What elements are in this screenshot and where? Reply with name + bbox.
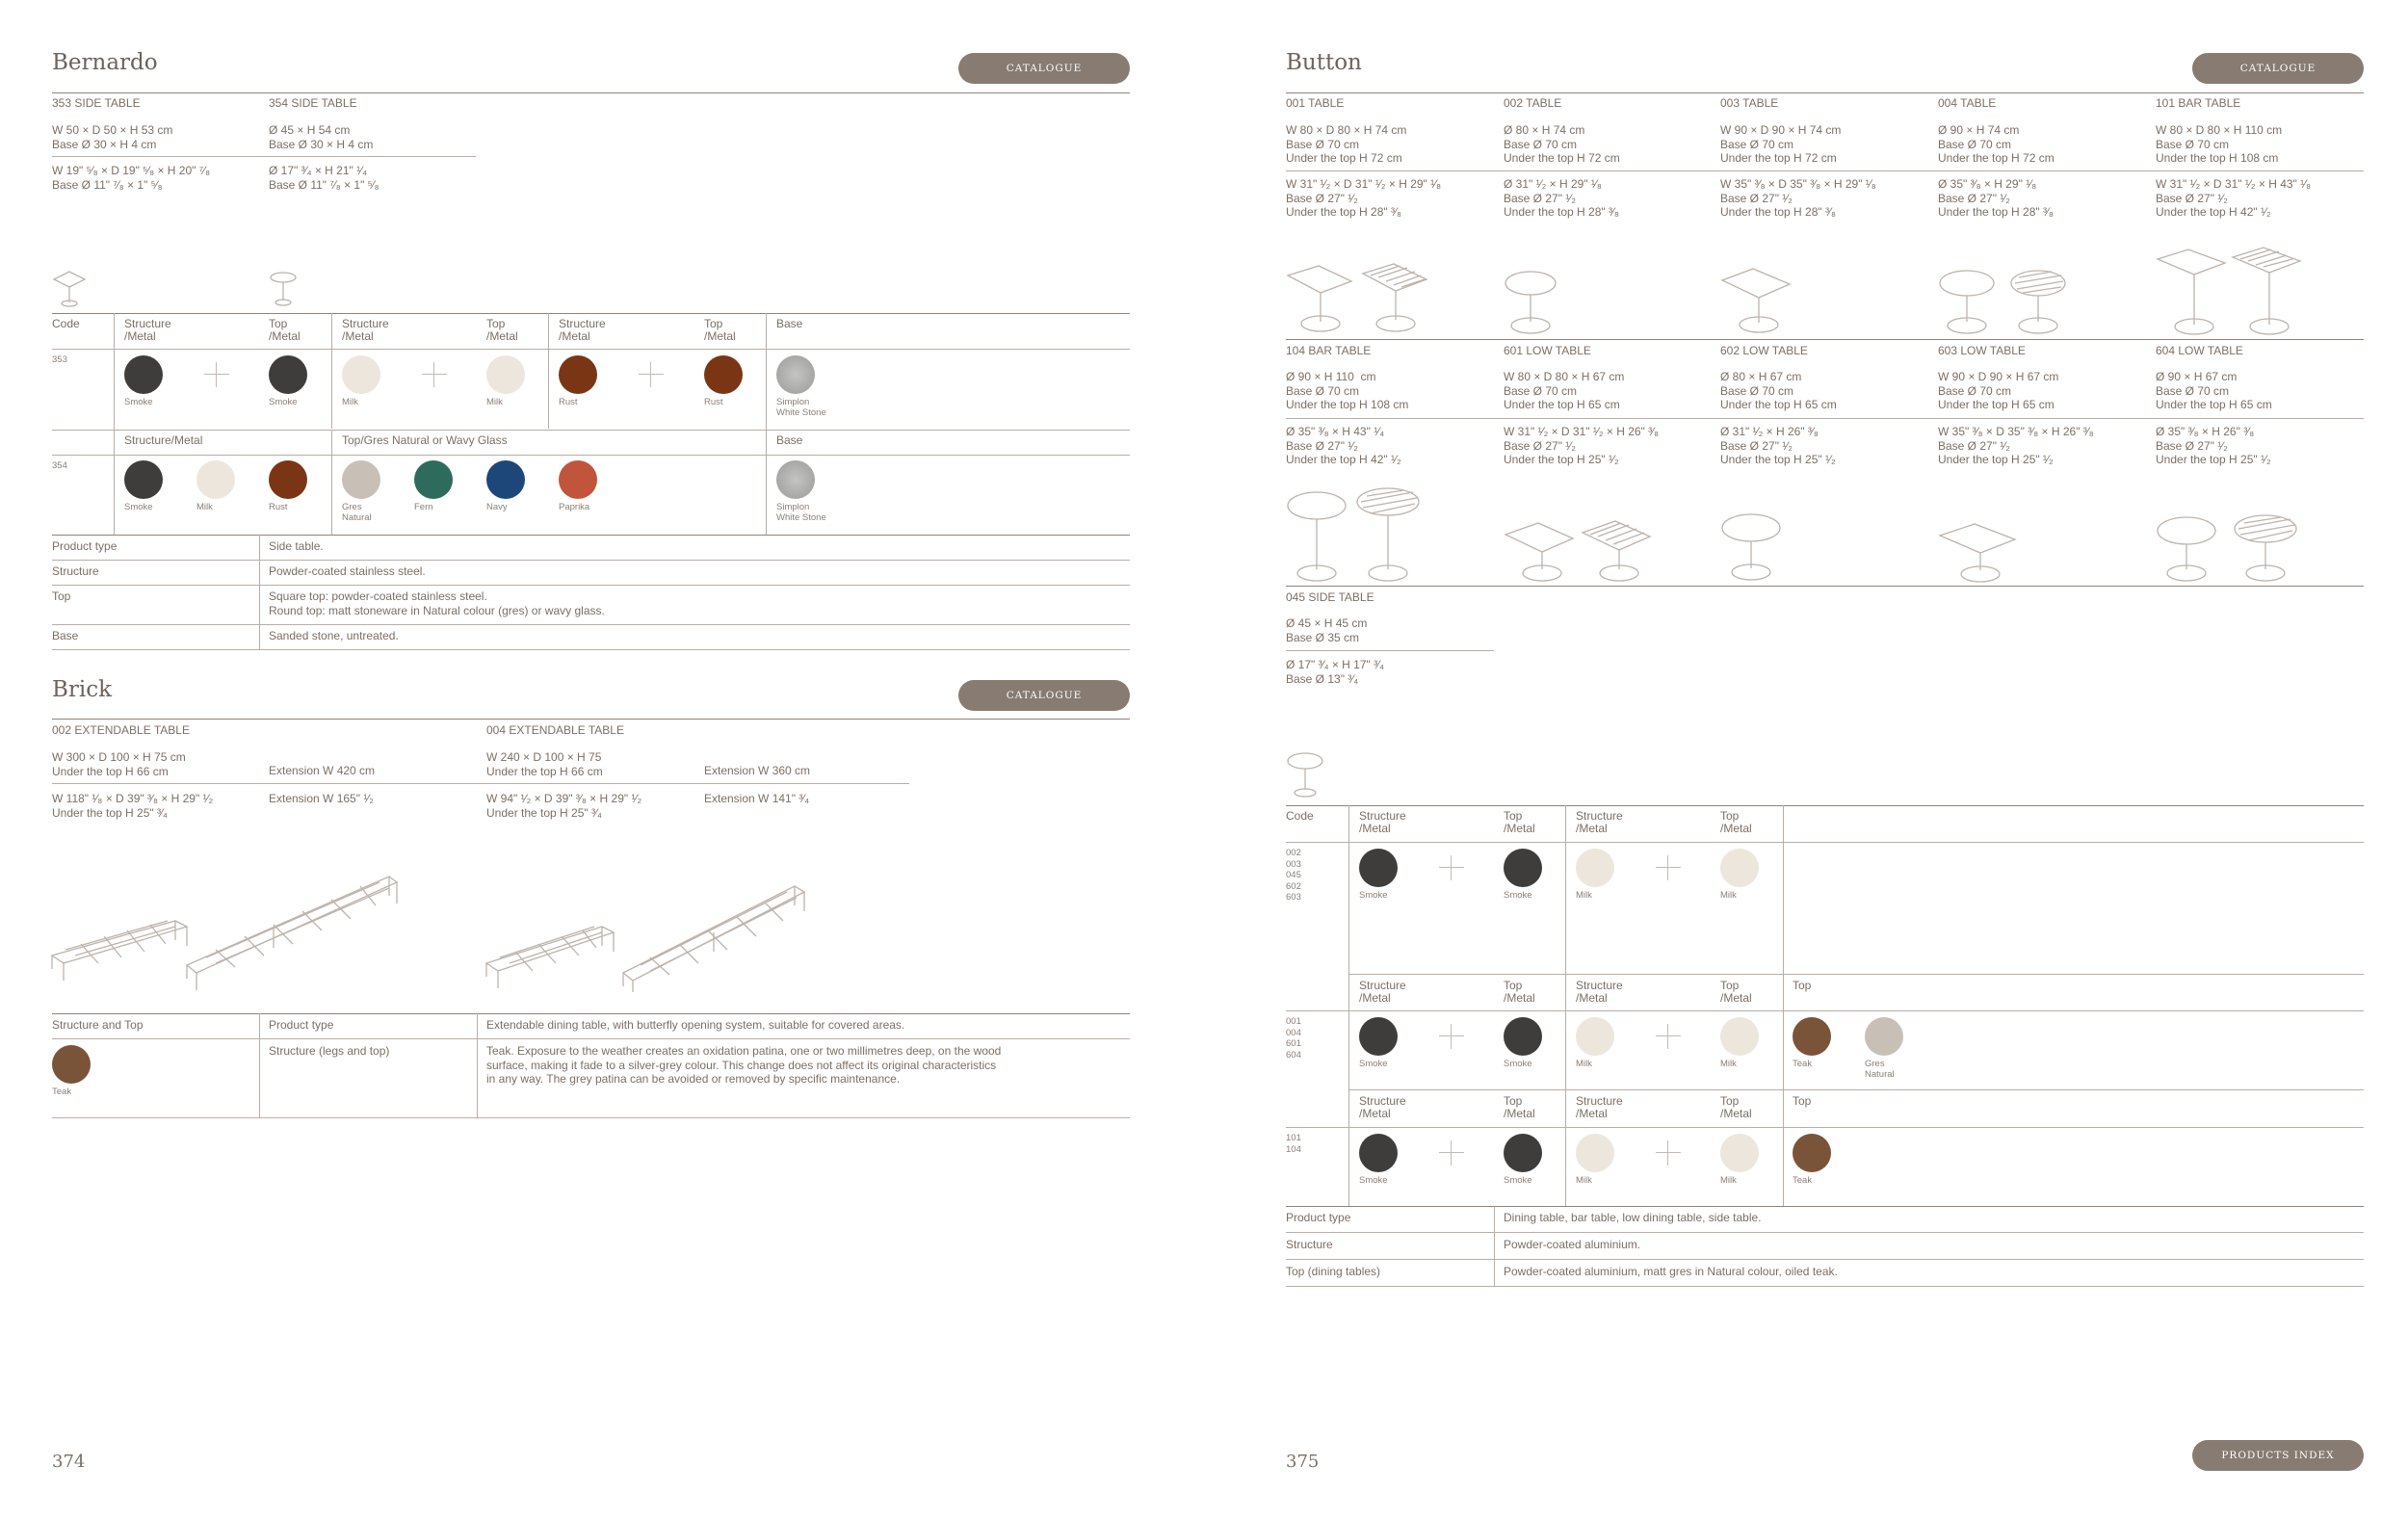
divider xyxy=(1348,1089,2364,1090)
col-header: Top /Metal xyxy=(1504,1094,1535,1120)
swatch-label: Smoke xyxy=(1359,890,1388,901)
swatch-label: Smoke xyxy=(124,502,153,512)
swatch-label: Rust xyxy=(704,397,723,407)
product-name: 354 SIDE TABLE xyxy=(269,96,357,110)
spec-key: Base xyxy=(52,629,79,642)
dims-imperial: W 31" ¹⁄₂ × D 31" ¹⁄₂ × H 43" ¹⁄₈ Base Ø 27" ¹⁄₂ Under the top H 42" ¹⁄₂ xyxy=(2156,177,2312,219)
swatch-rust[interactable] xyxy=(559,355,597,394)
swatch-label: Milk xyxy=(1576,1059,1592,1069)
col-header: Structure /Metal xyxy=(1359,809,1406,835)
swatch-teak[interactable] xyxy=(1793,1134,1831,1172)
col-header: Structure and Top xyxy=(52,1018,144,1032)
swatch-label: Milk xyxy=(342,397,358,407)
spec-value: Teak. Exposure to the weather creates an oxidation patina, one or two millimetres deep, on the wood surface, making it fade to a silver-grey colour. This change does not affect its original characteristics in any way. The grey patina can be avoided or removed by specific maintenance. xyxy=(486,1044,1002,1086)
swatch-label: Teak xyxy=(1793,1059,1813,1069)
divider xyxy=(52,92,1130,93)
dims-metric: Ø 90 × H 110 cm Base Ø 70 cm Under the top H 108 cm xyxy=(1286,370,1409,411)
spec-value: Extendable dining table, with butterfly opening system, suitable for covered areas. xyxy=(486,1018,905,1032)
product-name: 603 LOW TABLE xyxy=(1938,344,2026,357)
product-name: 353 SIDE TABLE xyxy=(52,96,141,110)
col-header: Structure /Metal xyxy=(1576,979,1623,1005)
spec-key: Top (dining tables) xyxy=(1286,1265,1381,1278)
col-header: Top /Metal xyxy=(486,317,518,343)
spec-value: Powder-coated stainless steel. xyxy=(269,564,426,578)
col-header: Structure /Metal xyxy=(1359,979,1406,1005)
product-name: 601 LOW TABLE xyxy=(1504,344,1591,357)
divider xyxy=(1286,1259,2364,1260)
swatch-label: Milk xyxy=(1720,890,1737,901)
swatch-smoke[interactable] xyxy=(1504,849,1542,887)
spec-key: Structure xyxy=(52,564,99,578)
plus-icon xyxy=(639,362,664,387)
round-table-drawing xyxy=(1938,268,2082,337)
swatch-label: Simplon White Stone xyxy=(776,397,826,418)
code-header: Code xyxy=(1286,809,1314,823)
col-separator xyxy=(259,1013,260,1117)
brick-table-drawing xyxy=(52,867,399,992)
col-header: Top xyxy=(1793,979,1812,992)
square-table-drawing xyxy=(1286,260,1430,337)
swatch-fern[interactable] xyxy=(414,460,453,499)
brick-catalogue-button[interactable]: CATALOGUE xyxy=(958,680,1130,711)
swatch-gres-natural[interactable] xyxy=(1865,1017,1903,1056)
product-name: 004 EXTENDABLE TABLE xyxy=(486,723,624,737)
page-number: 374 xyxy=(52,1452,86,1472)
swatch-label: Milk xyxy=(486,397,503,407)
divider xyxy=(52,783,909,784)
dims-imperial: Ø 35" ³⁄₈ × H 29" ¹⁄₈ Base Ø 27" ¹⁄₂ Under the top H 28" ³⁄₈ xyxy=(1938,177,2054,219)
row-codes: 002 003 045 602 603 xyxy=(1286,848,1301,903)
swatch-navy[interactable] xyxy=(486,460,525,499)
plus-icon xyxy=(1656,1140,1681,1165)
divider xyxy=(1286,1010,2364,1011)
plus-icon xyxy=(1439,855,1464,880)
swatch-simplon-white-stone[interactable] xyxy=(776,355,815,394)
square-table-icon xyxy=(52,270,87,308)
dims-imperial: Ø 17" ³⁄₄ × H 17" ³⁄₄ Base Ø 13" ³⁄₄ xyxy=(1286,658,1385,686)
divider xyxy=(1286,1127,2364,1128)
plus-icon xyxy=(1439,1140,1464,1165)
dims-imperial: Ø 17" ³⁄₄ × H 21" ¹⁄₄ Base Ø 11" ⁷⁄₈ × 1" ⁵⁄₈ xyxy=(269,164,380,192)
swatch-rust[interactable] xyxy=(704,355,743,394)
swatch-simplon-white-stone[interactable] xyxy=(776,460,815,499)
bernardo-catalogue-button[interactable]: CATALOGUE xyxy=(958,53,1130,84)
col-separator xyxy=(1494,1206,1495,1287)
product-name: 003 TABLE xyxy=(1720,96,1779,110)
code-header: Code xyxy=(52,317,80,330)
col-header: Product type xyxy=(269,1018,334,1032)
col-header: Top /Metal xyxy=(1720,809,1752,835)
dims-metric: W 90 × D 90 × H 74 cm Base Ø 70 cm Under the top H 72 cm xyxy=(1720,123,1842,165)
divider xyxy=(52,560,1130,561)
dims-imperial: W 19" ⁵⁄₈ × D 19" ⁵⁄₈ × H 20" ⁷⁄₈ Base Ø 11" ⁷⁄₈ × 1" ⁵⁄₈ xyxy=(52,164,211,192)
col-header: Top /Metal xyxy=(1720,1094,1752,1120)
dims-metric: W 80 × D 80 × H 74 cm Base Ø 70 cm Under the top H 72 cm xyxy=(1286,123,1407,165)
col-header: Top xyxy=(1793,1094,1812,1108)
col-separator xyxy=(477,1013,478,1117)
divider xyxy=(52,1117,1130,1118)
dims-metric: W 80 × D 80 × H 67 cm Base Ø 70 cm Under the top H 65 cm xyxy=(1504,370,1625,411)
col-header: Structure/Metal xyxy=(124,433,203,447)
swatch-milk[interactable] xyxy=(1576,1134,1614,1172)
divider xyxy=(52,156,476,157)
row-codes: 001 004 601 604 xyxy=(1286,1016,1301,1061)
swatch-milk[interactable] xyxy=(1720,1134,1759,1172)
dims-metric: W 80 × D 80 × H 110 cm Base Ø 70 cm Under the top H 108 cm xyxy=(2156,123,2283,165)
col-header: Base xyxy=(776,317,803,330)
dims-ext-metric: Extension W 360 cm xyxy=(704,764,811,777)
col-separator xyxy=(1565,805,1566,1206)
spec-value: Sanded stone, untreated. xyxy=(269,629,399,642)
round-table-icon xyxy=(1286,751,1324,799)
square-table-drawing xyxy=(1938,518,2020,583)
square-table-drawing xyxy=(1720,265,1797,337)
brick-table-drawing xyxy=(486,877,814,992)
col-header: Structure /Metal xyxy=(124,317,171,343)
swatch-milk[interactable] xyxy=(196,460,235,499)
divider xyxy=(1286,170,2364,171)
swatch-label: Smoke xyxy=(1504,1059,1532,1069)
row-code: 354 xyxy=(52,460,67,471)
dims-ext-imperial: Extension W 141" ³⁄₄ xyxy=(704,792,810,805)
swatch-label: Teak xyxy=(52,1087,72,1097)
product-name: 045 SIDE TABLE xyxy=(1286,590,1374,604)
swatch-smoke[interactable] xyxy=(1359,849,1398,887)
dims-imperial: W 31" ¹⁄₂ × D 31" ¹⁄₂ × H 29" ¹⁄₈ Base Ø 27" ¹⁄₂ Under the top H 28" ³⁄₈ xyxy=(1286,177,1442,219)
swatch-rust[interactable] xyxy=(269,460,307,499)
dims-ext-imperial: Extension W 165" ¹⁄₂ xyxy=(269,792,374,805)
divider xyxy=(1286,805,2364,806)
swatch-smoke[interactable] xyxy=(269,355,307,394)
divider xyxy=(1286,650,1494,651)
divider xyxy=(1286,92,2364,93)
divider xyxy=(52,719,1130,720)
plus-icon xyxy=(1656,855,1681,880)
swatch-label: Gres Natural xyxy=(342,502,372,523)
round-table-drawing xyxy=(1504,270,1561,337)
col-separator xyxy=(1783,805,1784,1206)
col-separator xyxy=(114,313,115,535)
brick-title: Brick xyxy=(52,677,113,702)
swatch-smoke[interactable] xyxy=(1359,1134,1398,1172)
dims-imperial: Ø 35" ³⁄₈ × H 26" ³⁄₈ Base Ø 27" ¹⁄₂ Under the top H 25" ¹⁄₂ xyxy=(2156,425,2271,466)
swatch-label: Rust xyxy=(559,397,578,407)
plus-icon xyxy=(1439,1024,1464,1049)
dims-metric: W 50 × D 50 × H 53 cm Base Ø 30 × H 4 cm xyxy=(52,123,173,151)
dims-metric: W 90 × D 90 × H 67 cm Base Ø 70 cm Under the top H 65 cm xyxy=(1938,370,2059,411)
dims-imperial: Ø 35" ³⁄₈ × H 43" ¹⁄₄ Base Ø 27" ¹⁄₂ Under the top H 42" ¹⁄₂ xyxy=(1286,425,1401,466)
col-separator xyxy=(331,430,332,535)
swatch-label: Smoke xyxy=(1504,1175,1532,1186)
swatch-teak[interactable] xyxy=(52,1045,91,1084)
swatch-label: Smoke xyxy=(1504,890,1532,901)
swatch-gres-natural[interactable] xyxy=(342,460,380,499)
swatch-milk[interactable] xyxy=(342,355,380,394)
swatch-label: Paprika xyxy=(559,502,590,512)
divider xyxy=(1286,1286,2364,1287)
round-table-icon xyxy=(269,270,298,308)
col-header: Structure /Metal xyxy=(1359,1094,1406,1120)
col-separator xyxy=(766,313,767,535)
plus-icon xyxy=(422,362,447,387)
bar-table-drawing xyxy=(2156,246,2310,337)
col-separator xyxy=(259,535,260,650)
swatch-label: Milk xyxy=(1720,1175,1737,1186)
dims-metric: W 300 × D 100 × H 75 cm Under the top H 66 cm xyxy=(52,750,186,778)
swatch-label: Fern xyxy=(414,502,433,512)
divider xyxy=(1286,586,2364,587)
bar-table-drawing xyxy=(1286,486,1430,583)
dims-ext-metric: Extension W 420 cm xyxy=(269,764,376,777)
swatch-milk[interactable] xyxy=(1720,849,1759,887)
swatch-label: Gres Natural xyxy=(1865,1059,1895,1080)
col-header: Top /Metal xyxy=(1720,979,1752,1005)
col-separator xyxy=(548,313,549,429)
button-title: Button xyxy=(1286,50,1362,75)
col-header: Top/Gres Natural or Wavy Glass xyxy=(342,433,508,447)
swatch-milk[interactable] xyxy=(1576,849,1614,887)
divider xyxy=(52,430,1130,431)
swatch-paprika[interactable] xyxy=(559,460,597,499)
divider xyxy=(52,624,1130,625)
product-name: 602 LOW TABLE xyxy=(1720,344,1808,357)
dims-imperial: W 118" ¹⁄₈ × D 39" ³⁄₈ × H 29" ¹⁄₂ Under the top H 25" ³⁄₄ xyxy=(52,792,214,820)
products-index-button[interactable]: PRODUCTS INDEX xyxy=(2192,1440,2364,1471)
divider xyxy=(1286,418,2364,419)
swatch-smoke[interactable] xyxy=(124,355,163,394)
swatch-label: Milk xyxy=(1720,1059,1737,1069)
dims-metric: Ø 80 × H 67 cm Base Ø 70 cm Under the top H 65 cm xyxy=(1720,370,1837,411)
dims-imperial: Ø 31" ¹⁄₂ × H 29" ¹⁄₈ Base Ø 27" ¹⁄₂ Under the top H 28" ³⁄₈ xyxy=(1504,177,1619,219)
divider xyxy=(52,313,1130,314)
dims-imperial: W 31" ¹⁄₂ × D 31" ¹⁄₂ × H 26" ³⁄₈ Base Ø 27" ¹⁄₂ Under the top H 25" ¹⁄₂ xyxy=(1504,425,1660,466)
dims-metric: Ø 90 × H 67 cm Base Ø 70 cm Under the top H 65 cm xyxy=(2156,370,2272,411)
plus-icon xyxy=(1656,1024,1681,1049)
dims-metric: Ø 80 × H 74 cm Base Ø 70 cm Under the top H 72 cm xyxy=(1504,123,1620,165)
swatch-label: Milk xyxy=(1576,890,1592,901)
product-name: 001 TABLE xyxy=(1286,96,1345,110)
swatch-label: Simplon White Stone xyxy=(776,502,826,523)
col-header: Top /Metal xyxy=(1504,809,1535,835)
swatch-milk[interactable] xyxy=(1576,1017,1614,1056)
col-header: Top /Metal xyxy=(1504,979,1535,1005)
col-separator xyxy=(1348,805,1349,1206)
spec-key: Structure (legs and top) xyxy=(269,1044,390,1058)
dims-imperial: W 35" ³⁄₈ × D 35" ³⁄₈ × H 29" ¹⁄₈ Base Ø 27" ¹⁄₂ Under the top H 28" ³⁄₈ xyxy=(1720,177,1876,219)
spec-key: Product type xyxy=(52,539,118,553)
swatch-label: Smoke xyxy=(269,397,298,407)
swatch-label: Teak xyxy=(1793,1175,1813,1186)
spec-key: Top xyxy=(52,589,71,603)
dims-imperial: Ø 31" ¹⁄₂ × H 26" ³⁄₈ Base Ø 27" ¹⁄₂ Under the top H 25" ¹⁄₂ xyxy=(1720,425,1836,466)
spec-key: Product type xyxy=(1286,1211,1351,1224)
spec-value: Side table. xyxy=(269,539,324,553)
col-header: Top /Metal xyxy=(269,317,301,343)
col-header: Structure /Metal xyxy=(342,317,389,343)
divider xyxy=(52,349,1130,350)
divider xyxy=(1286,1206,2364,1207)
swatch-smoke[interactable] xyxy=(1504,1134,1542,1172)
swatch-milk[interactable] xyxy=(486,355,525,394)
swatch-milk[interactable] xyxy=(1720,1017,1759,1056)
bernardo-title: Bernardo xyxy=(52,50,158,75)
divider xyxy=(1286,842,2364,843)
divider xyxy=(1286,1232,2364,1233)
divider xyxy=(1348,974,2364,975)
product-name: 604 LOW TABLE xyxy=(2156,344,2243,357)
divider xyxy=(52,455,1130,456)
plus-icon xyxy=(204,362,229,387)
round-table-drawing xyxy=(2156,513,2300,583)
dims-metric: Ø 45 × H 54 cm Base Ø 30 × H 4 cm xyxy=(269,123,374,151)
swatch-label: Rust xyxy=(269,502,288,512)
spec-value: Powder-coated aluminium. xyxy=(1504,1238,1641,1251)
swatch-teak[interactable] xyxy=(1793,1017,1831,1056)
swatch-smoke[interactable] xyxy=(1359,1017,1398,1056)
dims-metric: W 240 × D 100 × H 75 Under the top H 66 cm xyxy=(486,750,603,778)
swatch-label: Milk xyxy=(1576,1175,1592,1186)
spec-value: Powder-coated aluminium, matt gres in Natural colour, oiled teak. xyxy=(1504,1265,1838,1278)
dims-metric: Ø 45 × H 45 cm Base Ø 35 cm xyxy=(1286,616,1368,644)
col-header: Top /Metal xyxy=(704,317,736,343)
dims-imperial: W 94" ¹⁄₂ × D 39" ³⁄₈ × H 29" ¹⁄₂ Under the top H 25" ³⁄₄ xyxy=(486,792,642,820)
spec-key: Structure xyxy=(1286,1238,1333,1251)
spec-value: Square top: powder-coated stainless steel. Round top: matt stoneware in Natural colour (gres) or wavy glass. xyxy=(269,589,605,617)
product-name: 101 BAR TABLE xyxy=(2156,96,2241,110)
divider xyxy=(52,1038,1130,1039)
col-header: Base xyxy=(776,433,803,447)
swatch-label: Navy xyxy=(486,502,508,512)
divider xyxy=(1286,339,2364,340)
col-header: Structure /Metal xyxy=(1576,809,1623,835)
swatch-label: Smoke xyxy=(1359,1175,1388,1186)
button-catalogue-button[interactable]: CATALOGUE xyxy=(2192,53,2364,84)
product-name: 104 BAR TABLE xyxy=(1286,344,1372,357)
swatch-smoke[interactable] xyxy=(124,460,163,499)
divider xyxy=(52,535,1130,536)
row-code: 353 xyxy=(52,354,67,365)
col-header: Structure /Metal xyxy=(559,317,606,343)
dims-metric: Ø 90 × H 74 cm Base Ø 70 cm Under the top H 72 cm xyxy=(1938,123,2055,165)
col-separator xyxy=(331,313,332,429)
product-name: 002 TABLE xyxy=(1504,96,1562,110)
page-number: 375 xyxy=(1286,1452,1320,1472)
product-name: 002 EXTENDABLE TABLE xyxy=(52,723,190,737)
swatch-label: Milk xyxy=(196,502,213,512)
row-codes: 101 104 xyxy=(1286,1133,1301,1155)
product-name: 004 TABLE xyxy=(1938,96,1997,110)
col-header: Structure /Metal xyxy=(1576,1094,1623,1120)
divider xyxy=(52,585,1130,586)
dims-imperial: W 35" ³⁄₈ × D 35" ³⁄₈ × H 26" ³⁄₈ Base Ø 27" ¹⁄₂ Under the top H 25" ¹⁄₂ xyxy=(1938,425,2094,466)
divider xyxy=(52,649,1130,650)
spec-value: Dining table, bar table, low dining table, side table. xyxy=(1504,1211,1762,1224)
swatch-label: Smoke xyxy=(124,397,153,407)
square-table-drawing xyxy=(1504,515,1658,583)
swatch-label: Smoke xyxy=(1359,1059,1388,1069)
swatch-smoke[interactable] xyxy=(1504,1017,1542,1056)
divider xyxy=(52,1013,1130,1014)
round-table-drawing xyxy=(1720,511,1788,583)
